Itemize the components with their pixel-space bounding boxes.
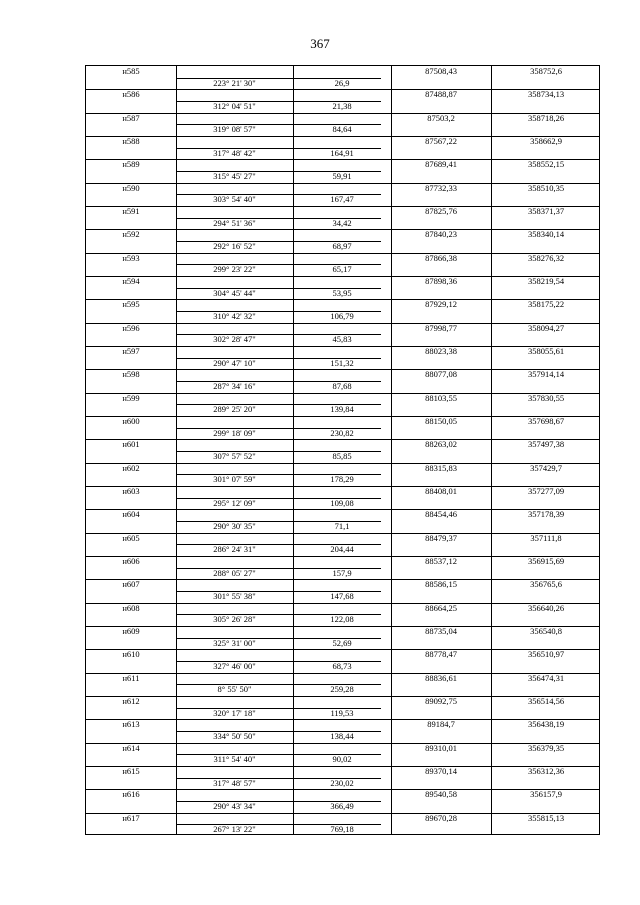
coordinate-y: 357698,67 (527, 416, 565, 426)
direction-angle: 310° 42' 32" (213, 311, 256, 321)
direction-angle: 301° 07' 59" (213, 474, 256, 485)
point-id: н605 (122, 532, 140, 543)
direction-angle: 320° 17' 18" (213, 707, 256, 718)
segment-length: 87,68 (332, 381, 352, 391)
coordinate-y: 357178,39 (527, 509, 565, 520)
segment-length: 53,95 (332, 287, 352, 298)
segment-length: 106,79 (330, 311, 354, 321)
coordinate-x: 87503,2 (427, 112, 455, 123)
coordinate-y: 355815,13 (527, 812, 565, 823)
coordinate-y: 358552,15 (527, 159, 565, 170)
direction-angle: 299° 18' 09" (213, 427, 256, 438)
direction-angle: 288° 05' 27" (213, 567, 256, 578)
coordinate-x: 89092,75 (425, 696, 457, 706)
point-id: н608 (122, 602, 140, 613)
point-id: н601 (122, 439, 140, 450)
direction-angle: 8° 55' 50" (217, 684, 252, 695)
coordinate-y: 356640,26 (527, 602, 565, 613)
coordinate-y: 357277,09 (527, 486, 565, 496)
point-id: н615 (122, 766, 140, 776)
segment-length: 138,44 (330, 731, 354, 741)
coordinate-x: 88778,47 (425, 649, 457, 660)
coordinate-y: 356510,97 (527, 649, 565, 660)
direction-angle: 334° 50' 50" (213, 731, 256, 741)
segment-length: 21,38 (332, 101, 352, 111)
point-id: н614 (122, 742, 140, 753)
direction-angle: 319° 08' 57" (213, 124, 256, 135)
segment-length: 68,97 (332, 241, 352, 251)
direction-angle: 286° 24' 31" (213, 544, 256, 555)
segment-length: 122,08 (330, 614, 354, 625)
segment-length: 90,02 (332, 754, 352, 765)
coordinate-x: 88103,55 (425, 392, 457, 403)
coordinate-y: 358094,27 (527, 322, 565, 333)
coordinate-x: 88479,37 (425, 532, 457, 543)
coordinate-y: 356312,36 (527, 766, 565, 776)
coordinate-y: 356514,56 (527, 696, 565, 706)
coordinates-table (85, 65, 600, 835)
coordinate-x: 87488,87 (425, 89, 457, 100)
segment-length: 167,47 (330, 194, 354, 205)
direction-angle: 302° 28' 47" (213, 334, 256, 345)
segment-length: 68,73 (332, 661, 352, 671)
segment-length: 52,69 (332, 637, 352, 648)
coordinate-y: 358055,61 (527, 346, 565, 356)
coordinate-x: 88735,04 (425, 626, 457, 636)
coordinate-x: 87866,38 (425, 252, 457, 263)
segment-length: 147,68 (330, 591, 354, 601)
coordinate-y: 358340,14 (527, 229, 565, 240)
point-id: н602 (122, 462, 140, 473)
coordinate-y: 358219,54 (527, 276, 565, 286)
point-id: н617 (122, 812, 140, 823)
point-id: н593 (122, 252, 140, 263)
coordinate-y: 357497,38 (527, 439, 565, 450)
coordinate-y: 358752,6 (530, 66, 562, 76)
coordinate-x: 87567,22 (425, 136, 457, 146)
direction-angle: 290° 47' 10" (213, 357, 256, 368)
segment-length: 204,44 (330, 544, 354, 555)
coordinate-y: 358662,9 (530, 136, 562, 146)
coordinate-x: 88077,08 (425, 369, 457, 380)
coordinate-y: 356379,35 (527, 742, 565, 753)
coordinate-y: 357914,14 (527, 369, 565, 380)
coordinate-x: 87998,77 (425, 322, 457, 333)
point-id: н598 (122, 369, 140, 380)
point-id: н594 (122, 276, 140, 286)
coordinate-x: 88023,38 (425, 346, 457, 356)
point-id: н590 (122, 182, 140, 193)
point-id: н591 (122, 206, 140, 216)
segment-length: 71,1 (334, 521, 350, 531)
segment-length: 259,28 (330, 684, 354, 695)
coordinate-y: 357830,55 (527, 392, 565, 403)
segment-length: 366,49 (330, 801, 354, 811)
coordinate-x: 89540,58 (425, 789, 457, 800)
direction-angle: 327° 46' 00" (213, 661, 256, 671)
direction-angle: 311° 54' 40" (213, 754, 256, 765)
coordinate-x: 87508,43 (425, 66, 457, 76)
segment-length: 65,17 (332, 264, 352, 275)
segment-length: 164,91 (330, 147, 354, 158)
direction-angle: 223° 21' 30" (213, 77, 256, 88)
direction-angle: 303° 54' 40" (213, 194, 256, 205)
segment-length: 230,02 (330, 777, 354, 788)
point-id: н597 (122, 346, 140, 356)
point-id: н604 (122, 509, 140, 520)
coordinate-x: 88315,83 (425, 462, 457, 473)
coordinate-y: 356765,6 (530, 579, 562, 590)
direction-angle: 299° 23' 22" (213, 264, 256, 275)
coordinate-x: 87825,76 (425, 206, 457, 216)
segment-length: 85,85 (332, 451, 352, 461)
direction-angle: 315° 45' 27" (213, 171, 256, 181)
direction-angle: 312° 04' 51" (213, 101, 256, 111)
coordinate-y: 356474,31 (527, 672, 565, 683)
coordinate-y: 358371,37 (527, 206, 565, 216)
coordinate-x: 89670,28 (425, 812, 457, 823)
direction-angle: 289° 25' 20" (213, 404, 256, 415)
direction-angle: 292° 16' 52" (213, 241, 256, 251)
point-id: н600 (122, 416, 140, 426)
coordinate-x: 87840,23 (425, 229, 457, 240)
coordinate-y: 356438,19 (527, 719, 565, 730)
coordinate-x: 87732,33 (425, 182, 457, 193)
coordinate-x: 88454,46 (425, 509, 457, 520)
coordinate-y: 356157,9 (530, 789, 562, 800)
point-id: н609 (122, 626, 140, 636)
segment-length: 34,42 (332, 217, 352, 228)
direction-angle: 295° 12' 09" (213, 497, 256, 508)
direction-angle: 307° 57' 52" (213, 451, 256, 461)
direction-angle: 287° 34' 16" (213, 381, 256, 391)
point-id: н585 (122, 66, 140, 76)
point-id: н616 (122, 789, 140, 800)
coordinate-y: 356915,69 (527, 556, 565, 566)
coordinate-y: 356540,8 (530, 626, 562, 636)
coordinate-y: 358718,26 (527, 112, 565, 123)
coordinate-x: 87929,12 (425, 299, 457, 310)
segment-length: 151,32 (330, 357, 354, 368)
coordinate-y: 358276,32 (527, 252, 565, 263)
segment-length: 26,9 (334, 77, 350, 88)
coordinate-x: 88263,02 (425, 439, 457, 450)
point-id: н588 (122, 136, 140, 146)
segment-length: 84,64 (332, 124, 352, 135)
coordinate-x: 87689,41 (425, 159, 457, 170)
point-id: н586 (122, 89, 140, 100)
direction-angle: 301° 55' 38" (213, 591, 256, 601)
direction-angle: 294° 51' 36" (213, 217, 256, 228)
coordinate-x: 89370,14 (425, 766, 457, 776)
point-id: н595 (122, 299, 140, 310)
point-id: н592 (122, 229, 140, 240)
direction-angle: 317° 48' 57" (213, 777, 256, 788)
segment-length: 139,84 (330, 404, 354, 415)
coordinate-x: 88586,15 (425, 579, 457, 590)
point-id: н603 (122, 486, 140, 496)
point-id: н607 (122, 579, 140, 590)
segment-length: 59,91 (332, 171, 352, 181)
coordinate-x: 88537,12 (425, 556, 457, 566)
segment-length: 769,18 (330, 824, 354, 835)
point-id: н606 (122, 556, 140, 566)
coordinate-x: 88836,61 (425, 672, 457, 683)
coordinate-x: 87898,36 (425, 276, 457, 286)
point-id: н596 (122, 322, 140, 333)
direction-angle: 305° 26' 28" (213, 614, 256, 625)
segment-length: 45,83 (332, 334, 352, 345)
direction-angle: 317° 48' 42" (213, 147, 256, 158)
point-id: н612 (122, 696, 140, 706)
direction-angle: 304° 45' 44" (213, 287, 256, 298)
segment-length: 178,29 (330, 474, 354, 485)
coordinate-y: 357111,8 (530, 532, 562, 543)
coordinate-x: 88408,01 (425, 486, 457, 496)
segment-length: 230,82 (330, 427, 354, 438)
coordinate-x: 89184,7 (427, 719, 455, 730)
direction-angle: 267° 13' 22" (213, 824, 256, 835)
point-id: н613 (122, 719, 140, 730)
page-number: 367 (310, 36, 330, 51)
coordinate-x: 89310,01 (425, 742, 457, 753)
direction-angle: 290° 30' 35" (213, 521, 256, 531)
coordinate-x: 88664,25 (425, 602, 457, 613)
segment-length: 157,9 (332, 567, 352, 578)
coordinate-y: 358734,13 (527, 89, 565, 100)
coordinate-y: 357429,7 (530, 462, 562, 473)
point-id: н587 (122, 112, 140, 123)
point-id: н610 (122, 649, 140, 660)
point-id: н589 (122, 159, 140, 170)
direction-angle: 325° 31' 00" (213, 637, 256, 648)
point-id: н599 (122, 392, 140, 403)
segment-length: 119,53 (330, 707, 354, 718)
point-id: н611 (122, 672, 140, 683)
coordinate-y: 358175,22 (527, 299, 565, 310)
coordinate-y: 358510,35 (527, 182, 565, 193)
coordinate-x: 88150,05 (425, 416, 457, 426)
direction-angle: 290° 43' 34" (213, 801, 256, 811)
segment-length: 109,08 (330, 497, 354, 508)
